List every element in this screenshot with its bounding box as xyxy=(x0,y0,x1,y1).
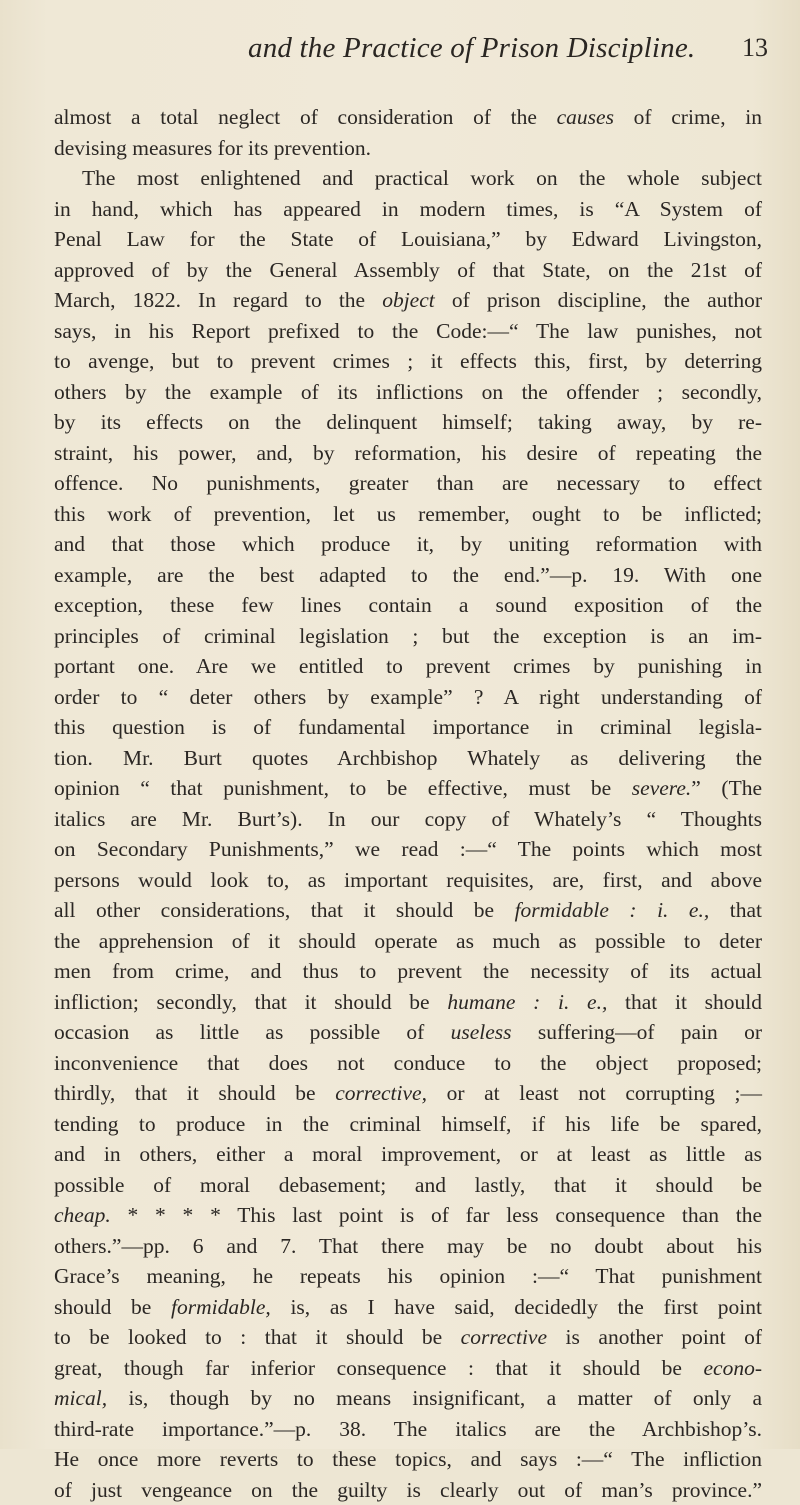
text-line: tending to produce in the criminal himself, if his life be spared, xyxy=(54,1109,762,1140)
text-line: to be looked to : that it should be corrective is another point of xyxy=(54,1322,762,1353)
text-line: order to “ deter others by example” ? A right understanding of xyxy=(54,682,762,713)
text-line: devising measures for its prevention. xyxy=(54,133,762,164)
text-line: this question is of fundamental importance in criminal legisla- xyxy=(54,712,762,743)
text-line: mical, is, though by no means insignificant, a matter of only a xyxy=(54,1383,762,1414)
text-line: portant one. Are we entitled to prevent crimes by punishing in xyxy=(54,651,762,682)
text-line: says, in his Report prefixed to the Code:—“ The law punishes, not xyxy=(54,316,762,347)
text-line: great, though far inferior consequence : that it should be econo- xyxy=(54,1353,762,1384)
text-line: He once more reverts to these topics, and says :—“ The infliction xyxy=(54,1444,762,1475)
page-number: 13 xyxy=(742,33,768,63)
text-line: the apprehension of it should operate as much as possible to deter xyxy=(54,926,762,957)
text-line: Penal Law for the State of Louisiana,” by Edward Livingston, xyxy=(54,224,762,255)
body-text xyxy=(54,102,762,1505)
text-line: of just vengeance on the guilty is clearly out of man’s province.” xyxy=(54,1475,762,1505)
text-line: in hand, which has appeared in modern times, is “A System of xyxy=(54,194,762,225)
text-line: principles of criminal legislation ; but the exception is an im- xyxy=(54,621,762,652)
text-line: others by the example of its inflictions on the offender ; secondly, xyxy=(54,377,762,408)
text-line: occasion as little as possible of useless suffering—of pain or xyxy=(54,1017,762,1048)
text-line: infliction; secondly, that it should be humane : i. e., that it should xyxy=(54,987,762,1018)
text-line: should be formidable, is, as I have said, decidedly the first point xyxy=(54,1292,762,1323)
text-line: possible of moral debasement; and lastly, that it should be xyxy=(54,1170,762,1201)
text-line: on Secondary Punishments,” we read :—“ The points which most xyxy=(54,834,762,865)
text-line: men from crime, and thus to prevent the necessity of its actual xyxy=(54,956,762,987)
text-line: straint, his power, and, by reformation, his desire of repeating the xyxy=(54,438,762,469)
text-line: thirdly, that it should be corrective, or at least not corrupting ;— xyxy=(54,1078,762,1109)
text-line: opinion “ that punishment, to be effective, must be severe.” (The xyxy=(54,773,762,804)
text-line: and that those which produce it, by uniting reformation with xyxy=(54,529,762,560)
text-line: persons would look to, as important requisites, are, first, and above xyxy=(54,865,762,896)
text-line: italics are Mr. Burt’s). In our copy of Whately’s “ Thoughts xyxy=(54,804,762,835)
text-line: offence. No punishments, greater than are necessary to effect xyxy=(54,468,762,499)
text-line: all other considerations, that it should be formidable : i. e., that xyxy=(54,895,762,926)
text-line: this work of prevention, let us remember, ought to be inflicted; xyxy=(54,499,762,530)
text-line: tion. Mr. Burt quotes Archbishop Whately as delivering the xyxy=(54,743,762,774)
text-line: almost a total neglect of consideration of the causes of crime, in xyxy=(54,102,762,133)
text-line: example, are the best adapted to the end.”—p. 19. With one xyxy=(54,560,762,591)
text-line: cheap. * * * * This last point is of far less consequence than the xyxy=(54,1200,762,1231)
text-line: third-rate importance.”—p. 38. The italics are the Archbishop’s. xyxy=(54,1414,762,1445)
running-title: and the Practice of Prison Discipline. xyxy=(248,32,695,65)
text-line: by its effects on the delinquent himself; taking away, by re- xyxy=(54,407,762,438)
text-line: to avenge, but to prevent crimes ; it effects this, first, by deterring xyxy=(54,346,762,377)
text-line: approved of by the General Assembly of that State, on the 21st of xyxy=(54,255,762,286)
text-line: The most enlightened and practical work on the whole subject xyxy=(54,163,762,194)
text-line: and in others, either a moral improvement, or at least as little as xyxy=(54,1139,762,1170)
text-line: March, 1822. In regard to the object of prison discipline, the author xyxy=(54,285,762,316)
text-line: inconvenience that does not conduce to the object proposed; xyxy=(54,1048,762,1079)
running-head xyxy=(0,32,800,72)
text-line: Grace’s meaning, he repeats his opinion :—“ That punishment xyxy=(54,1261,762,1292)
text-line: exception, these few lines contain a sound exposition of the xyxy=(54,590,762,621)
text-line: others.”—pp. 6 and 7. That there may be no doubt about his xyxy=(54,1231,762,1262)
